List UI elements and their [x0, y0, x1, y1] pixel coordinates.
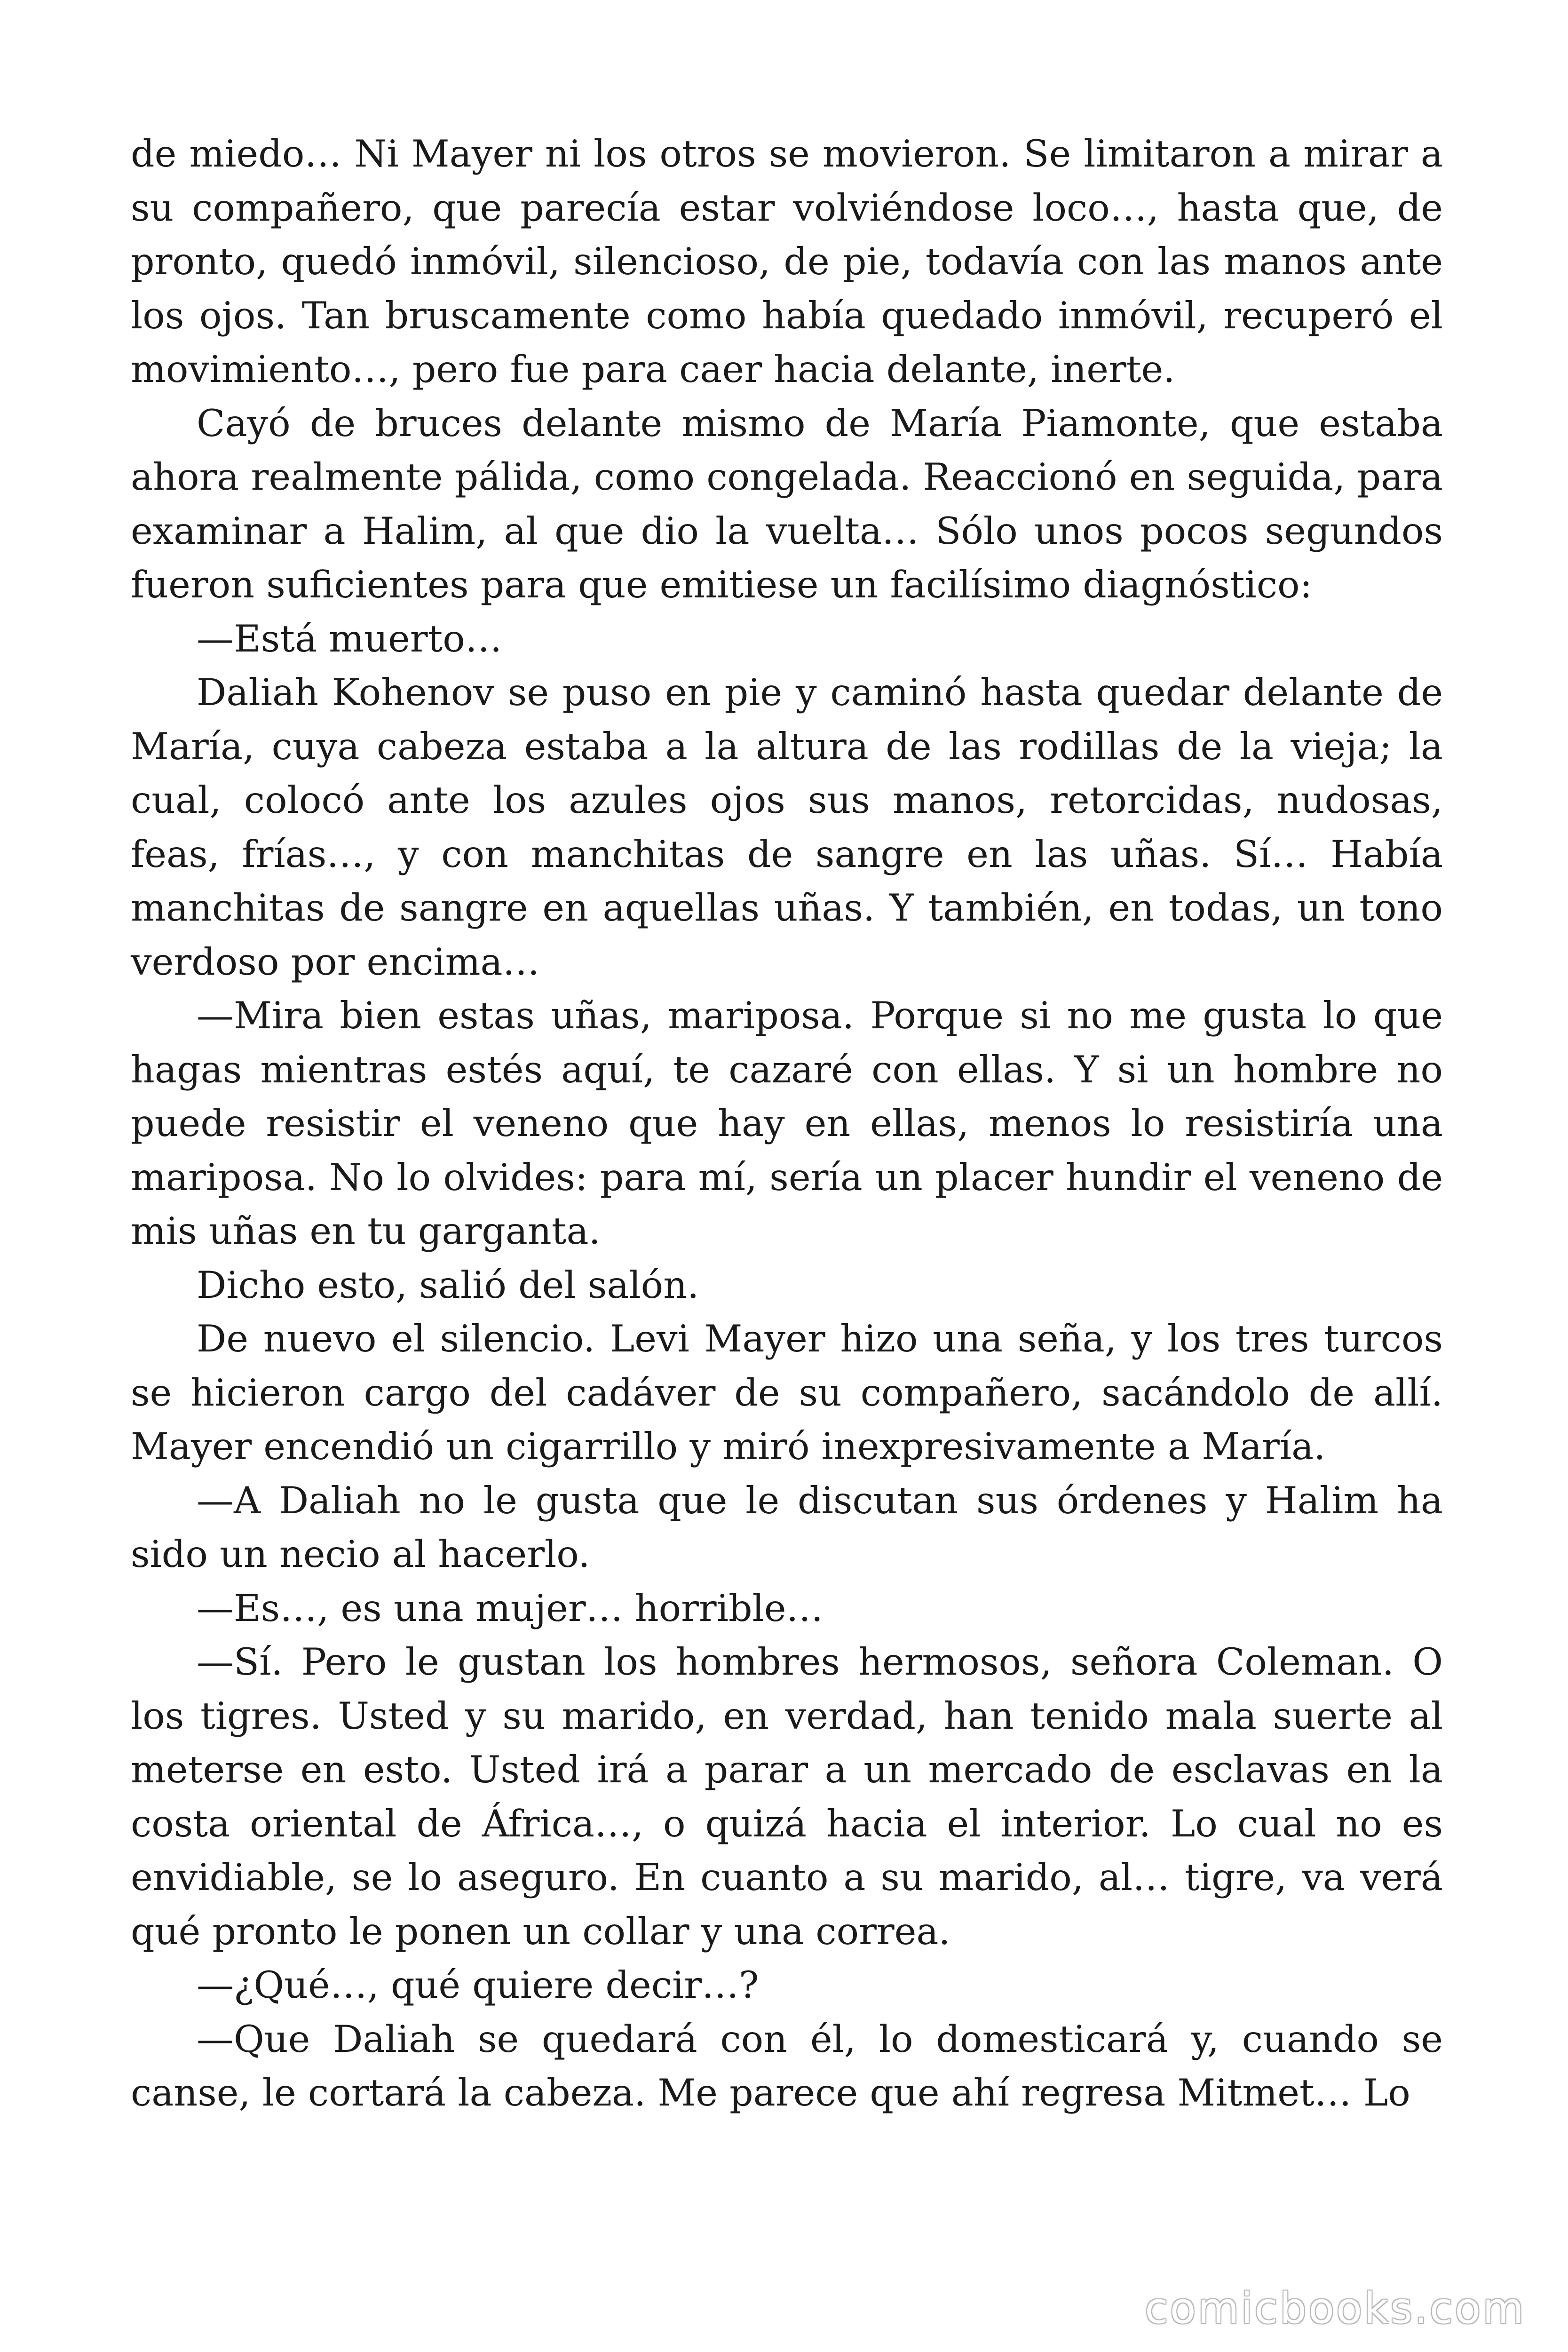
paragraph: —Es…, es una mujer… horrible…: [197, 1586, 824, 1630]
paragraph: —Mira bien estas uñas, mariposa. Porque si no me gusta lo que hagas mientras estés aquí, te cazaré con ellas. Y si un hombre no puede resistir el veneno que hay en ellas, menos lo resistiría una mariposa. No lo olvides: para mí, sería un placer hundir el veneno de mis uñas en tu garganta.: [131, 994, 1443, 1253]
paragraph: —Que Daliah se quedará con él, lo domesticará y, cuando se canse, le cortará la cabeza. Me parece que ahí regresa Mitmet… Lo: [131, 2017, 1443, 2114]
paragraph: Cayó de bruces delante mismo de María Piamonte, que estaba ahora realmente pálida, como congelada. Reaccionó en seguida, para examinar a Halim, al que dio la vuelta… Sólo unos pocos segundos fueron suficientes para que emitiese un facilísimo diagnóstico:: [131, 401, 1443, 606]
watermark: comicbooks.com: [1145, 2284, 1526, 2333]
paragraph: —Está muerto…: [197, 617, 502, 660]
paragraph: Daliah Kohenov se puso en pie y caminó hasta quedar delante de María, cuya cabeza estaba a la altura de las rodillas de la vieja; la cual, colocó ante los azules ojos sus manos, retorcidas, nudosas, feas, frías…, y con manchitas de sangre en las uñas. Sí… Había manchitas de sangre en aquellas uñas. Y también, en todas, un tono verdoso por encima…: [131, 671, 1443, 984]
paragraph: —Sí. Pero le gustan los hombres hermosos, señora Coleman. O los tigres. Usted y su marido, en verdad, han tenido mala suerte al meterse en esto. Usted irá a parar a un mercado de esclavas en la costa oriental de África…, o quizá hacia el interior. Lo cual no es envidiable, se lo aseguro. En cuanto a su marido, al… tigre, va verá qué pronto le ponen un collar y una correa.: [131, 1640, 1443, 1953]
paragraph: De nuevo el silencio. Levi Mayer hizo una seña, y los tres turcos se hicieron cargo del cadáver de su compañero, sacándolo de allí. Mayer encendió un cigarrillo y miró inexpresivamente a María.: [131, 1317, 1443, 1468]
paragraph: Dicho esto, salió del salón.: [197, 1263, 699, 1307]
paragraph: de miedo… Ni Mayer ni los otros se movieron. Se limitaron a mirar a su compañero, que parecía estar volviéndose loco…, hasta que, de pronto, quedó inmóvil, silencioso, de pie, todavía con las manos ante los ojos. Tan bruscamente como había quedado inmóvil, recuperó el movimiento…, pero fue para caer hacia delante, inerte.: [131, 132, 1443, 391]
paragraph: —A Daliah no le gusta que le discutan sus órdenes y Halim ha sido un necio al hacerlo.: [131, 1478, 1443, 1576]
page-text: [131, 127, 1443, 2120]
paragraph: —¿Qué…, qué quiere decir…?: [197, 1963, 759, 2007]
